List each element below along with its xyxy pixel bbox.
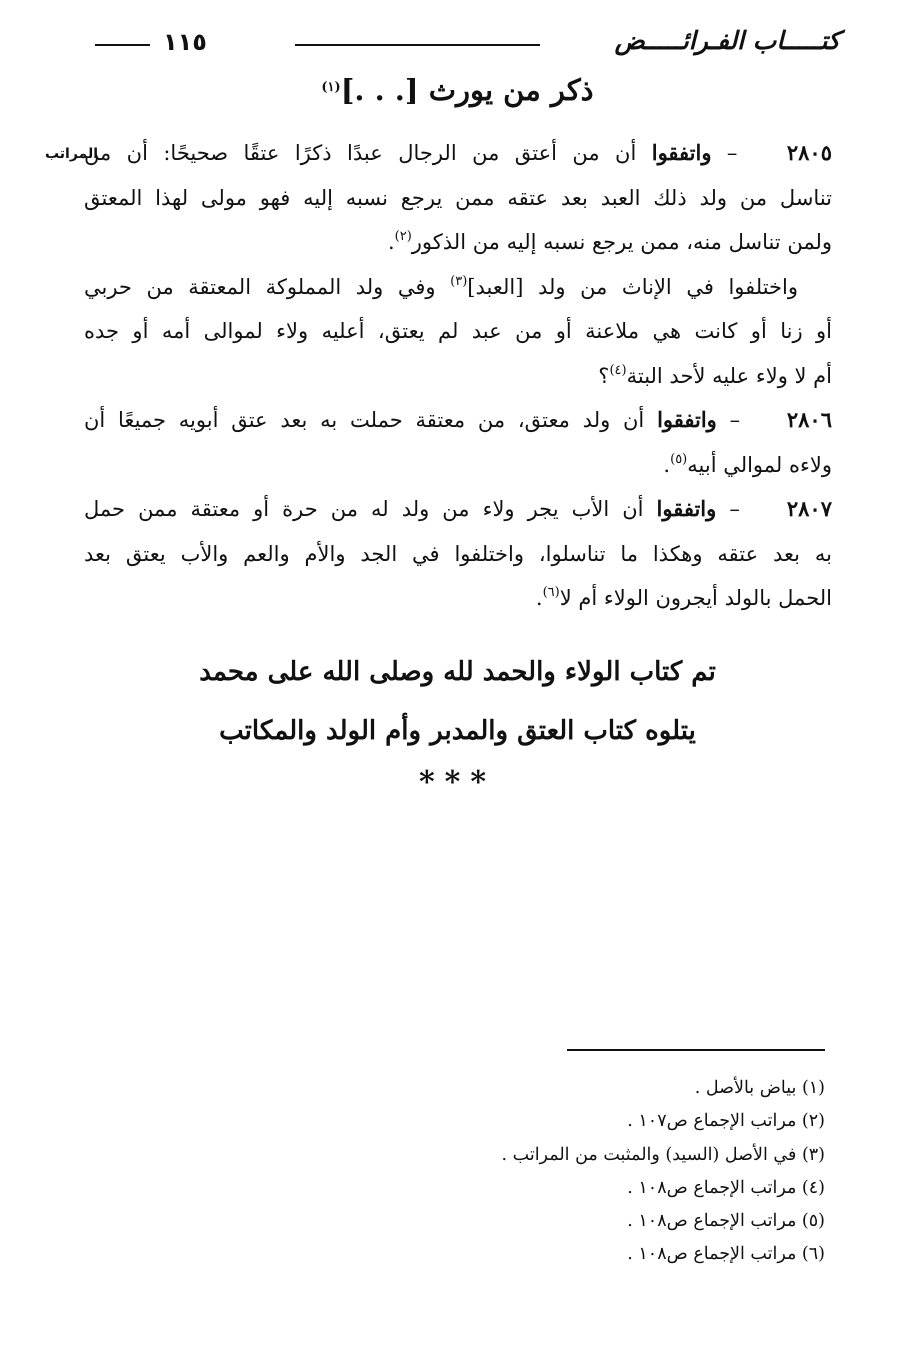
margin-note: المراتب (44, 146, 98, 162)
text-line (84, 354, 832, 399)
line-end: . (387, 230, 395, 254)
line-text: واختلفوا في الإناث من ولد [العبد] (467, 274, 799, 299)
line-text: أو زنا أو كانت هي ملاعنة أو من عبد لم يعتق، أعليه ولاء لموالى أمه أو جده (84, 319, 832, 343)
text-line: ٢٨٠٦ – واتفقوا أن ولد معتق، من معتقة حملت به بعد عتق أبويه جميعًا أن (84, 407, 832, 432)
entry-number: ٢٨٠٧ (786, 496, 832, 521)
line-text: أم لا ولاء عليه لأحد البتة (626, 363, 832, 388)
text-line (84, 220, 832, 265)
section-title-text: ذكر من يورث [. . .] (340, 73, 594, 107)
footnote: (٢) مراتب الإجماع ص١٠٧ . (627, 1111, 825, 1132)
line-text: أن من أعتق من الرجال عبدًا ذكرًا عتقًا صحيحًا: أن من (84, 141, 652, 165)
line-end: . (535, 586, 543, 610)
text-line (84, 532, 832, 577)
footnote-ref: (٣) (450, 273, 468, 289)
line-text: به بعد عتقه وهكذا ما تناسلوا، واختلفوا في الجد والأم والعم والأب يعتق بعد (84, 541, 832, 566)
line-text: أن ولد معتق، من معتقة حملت به بعد عتق أبويه جميعًا أن (84, 408, 658, 432)
page-number: ١١٥ (163, 28, 207, 56)
running-title: كتـــــاب الفـرائـــــض (614, 26, 840, 55)
line-text: تناسل من ولد ذلك العبد بعد عتقه ممن يرجع نسبه إليه فهو مولى لهذا المعتق (84, 185, 832, 210)
text-line: ٢٨٠٥ – واتفقوا أن من أعتق من الرجال عبدًا ذكرًا عتقًا صحيحًا: أن من (84, 140, 832, 165)
closing-line: تم كتاب الولاء والحمد لله وصلى الله على محمد (199, 657, 716, 687)
keyword: واتفقوا (656, 496, 717, 521)
next-book-line: يتلوه كتاب العتق والمدبر وأم الولد والمكاتب (219, 716, 696, 746)
footnote: (١) بياض بالأصل . (694, 1078, 825, 1098)
line-text: ولاءه لموالي أبيه (687, 452, 832, 477)
footnote-ref: (١) (321, 80, 341, 95)
header-rule (95, 44, 150, 46)
footnote-ref: (٦) (542, 585, 560, 600)
line-end: ؟ (598, 363, 610, 388)
line-text: وفي ولد المملوكة المعتقة من حربي (84, 274, 451, 299)
line-text: ولمن تناسل منه، ممن يرجع نسبه إليه من الذكور (411, 230, 832, 254)
text-line: ٢٨٠٧ – واتفقوا أن الأب يجر ولاء من ولد له من حرة أو معتقة ممن حمل (84, 496, 832, 521)
text-line (84, 443, 832, 488)
line-text: الحمل بالولد أيجرون الولاء أم لا (559, 586, 832, 610)
text-line (84, 576, 832, 621)
footnote: (٤) مراتب الإجماع ص١٠٨ . (627, 1177, 825, 1198)
entry-number: ٢٨٠٦ (786, 407, 832, 432)
footnote-ref: (٥) (670, 451, 688, 467)
footnotes (325, 1072, 825, 1272)
footnote-ref: (٢) (394, 229, 412, 244)
text-line (84, 265, 832, 310)
line-end: . (663, 452, 671, 477)
main-text (84, 131, 832, 621)
footnote: (٣) في الأصل (السيد) والمثبت من المراتب . (501, 1144, 825, 1165)
section-divider-stars: *** (418, 765, 497, 800)
keyword: واتفقوا (657, 407, 717, 432)
text-line (84, 309, 832, 354)
text-line (84, 176, 832, 221)
keyword: واتفقوا (651, 140, 712, 165)
footnote: (٦) مراتب الإجماع ص١٠٨ . (627, 1244, 825, 1265)
running-header (95, 22, 840, 72)
line-text: أن الأب يجر ولاء من ولد له من حرة أو معتقة ممن حمل (84, 497, 657, 521)
footnote-separator (567, 1049, 825, 1051)
footnote: (٥) مراتب الإجماع ص١٠٨ . (627, 1211, 825, 1232)
entry-number: ٢٨٠٥ (786, 140, 832, 165)
footnote-ref: (٤) (609, 362, 627, 378)
header-rule (295, 44, 540, 46)
section-title (0, 73, 915, 107)
